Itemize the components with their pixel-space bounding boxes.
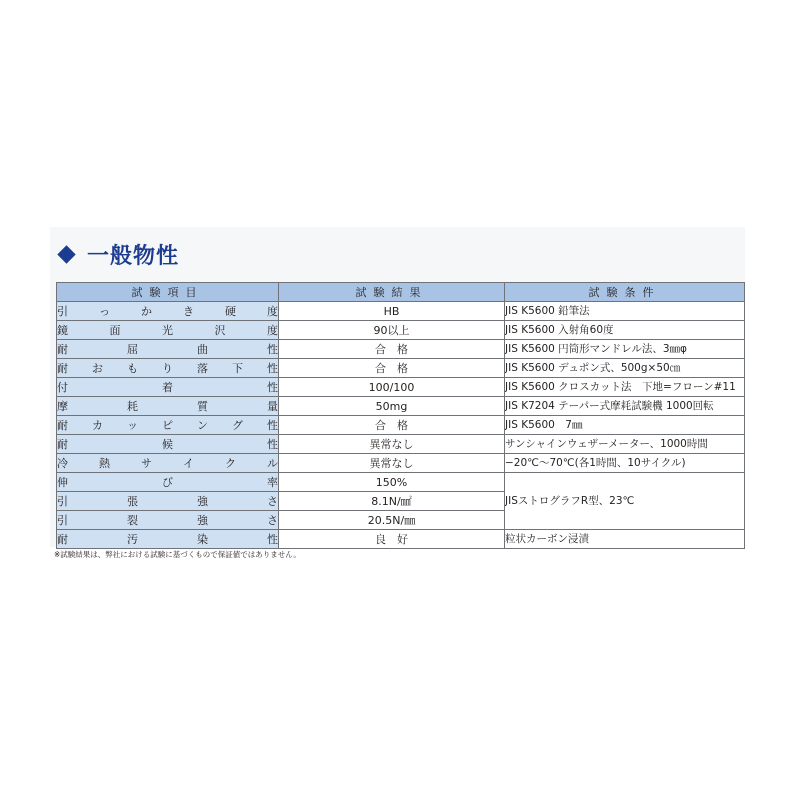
- test-item-char: 率: [267, 475, 278, 489]
- test-item-char: 染: [197, 532, 208, 546]
- section-heading: [57, 240, 179, 268]
- test-item-char: 性: [267, 361, 278, 375]
- test-item-char: 張: [127, 494, 138, 508]
- test-item-label: [57, 512, 278, 529]
- test-result-cell: 100/100: [279, 378, 505, 397]
- test-item-cell: [57, 511, 279, 530]
- header-item: [57, 283, 279, 302]
- test-result-cell: 50mg: [279, 397, 505, 416]
- test-item-char: 面: [109, 323, 121, 337]
- table-row: [57, 416, 745, 435]
- test-condition-cell: −20℃〜70℃(各1時間、10サイクル): [505, 454, 745, 473]
- test-condition-cell: JISストログラフR型、23℃: [505, 473, 745, 530]
- test-item-char: ッ: [127, 418, 138, 432]
- test-item-label: [57, 493, 278, 510]
- test-item-cell: [57, 397, 279, 416]
- test-item-cell: [57, 416, 279, 435]
- table-row: [57, 435, 745, 454]
- section-title: 一般物性: [87, 243, 180, 269]
- test-item-char: 付: [57, 380, 68, 394]
- test-item-char: グ: [232, 418, 243, 432]
- test-result-cell: 8.1N/㎟: [279, 492, 505, 511]
- test-item-label: [57, 341, 278, 358]
- test-item-char: 沢: [214, 323, 226, 337]
- test-item-char: 量: [267, 399, 278, 413]
- test-result-cell: 異常なし: [279, 454, 505, 473]
- test-item-cell: [57, 378, 279, 397]
- test-item-char: 耐: [57, 532, 68, 546]
- test-item-char: 冷: [57, 456, 68, 470]
- test-item-char: 耐: [57, 361, 68, 375]
- test-item-char: 屈: [127, 342, 138, 356]
- test-item-char: 度: [267, 304, 278, 318]
- test-item-char: 熱: [99, 456, 110, 470]
- test-condition-cell: JIS K5600 7㎜: [505, 416, 745, 435]
- test-result-cell: 合 格: [279, 340, 505, 359]
- test-item-char: 性: [267, 342, 278, 356]
- test-item-char: か: [141, 304, 152, 318]
- header-condition-label: 試験条件: [588, 285, 661, 299]
- test-result-cell: HB: [279, 302, 505, 321]
- table-row: [57, 302, 745, 321]
- test-item-char: 性: [267, 380, 278, 394]
- footnote: ※試験結果は、弊社における試験に基づくもので保証値ではありません。: [54, 550, 301, 559]
- test-item-cell: [57, 492, 279, 511]
- test-condition-cell: JIS K5600 鉛筆法: [505, 302, 745, 321]
- properties-table: [56, 282, 745, 549]
- test-item-char: っ: [99, 304, 110, 318]
- test-item-char: 耐: [57, 342, 68, 356]
- test-result-cell: 90以上: [279, 321, 505, 340]
- test-item-label: [57, 360, 278, 377]
- header-result: [279, 283, 505, 302]
- test-item-char: 引: [57, 513, 68, 527]
- test-item-char: 質: [197, 399, 208, 413]
- test-item-char: 引: [57, 494, 68, 508]
- test-item-label: [57, 455, 278, 472]
- table-row: [57, 359, 745, 378]
- test-item-char: び: [162, 475, 173, 489]
- test-item-char: 汚: [127, 532, 138, 546]
- test-item-char: 性: [267, 532, 278, 546]
- table-row: [57, 473, 745, 492]
- test-item-label: [57, 417, 278, 434]
- test-item-char: 耐: [57, 418, 68, 432]
- test-item-char: カ: [92, 418, 103, 432]
- diamond-bullet-icon: [57, 245, 75, 263]
- test-item-cell: [57, 340, 279, 359]
- test-item-char: 伸: [57, 475, 68, 489]
- table-row: [57, 397, 745, 416]
- test-item-char: 硬: [225, 304, 236, 318]
- test-item-label: [57, 531, 278, 548]
- test-result-cell: 合 格: [279, 359, 505, 378]
- test-item-char: さ: [267, 513, 278, 527]
- test-condition-cell: サンシャインウェザーメーター、1000時間: [505, 435, 745, 454]
- test-item-char: イ: [183, 456, 194, 470]
- table-row: [57, 321, 745, 340]
- test-item-char: 強: [197, 513, 208, 527]
- test-item-char: 曲: [197, 342, 208, 356]
- header-result-label: 試験結果: [355, 285, 428, 299]
- test-item-char: ク: [225, 456, 236, 470]
- test-item-char: ル: [267, 456, 278, 470]
- test-item-cell: [57, 359, 279, 378]
- test-item-char: ピ: [162, 418, 173, 432]
- test-item-char: 裂: [127, 513, 138, 527]
- header-item-label: 試験項目: [131, 285, 204, 299]
- header-condition: [505, 283, 745, 302]
- test-item-char: さ: [267, 494, 278, 508]
- table-body: [57, 302, 745, 549]
- test-item-label: [57, 303, 278, 320]
- table-row: [57, 530, 745, 549]
- test-item-char: 度: [267, 323, 278, 337]
- table-row: [57, 378, 745, 397]
- test-item-char: 強: [197, 494, 208, 508]
- test-item-label: [57, 398, 278, 415]
- test-result-cell: 異常なし: [279, 435, 505, 454]
- test-item-char: 耗: [127, 399, 138, 413]
- test-condition-cell: JIS K5600 クロスカット法 下地=フローン#11: [505, 378, 745, 397]
- test-item-char: 引: [57, 304, 68, 318]
- test-result-cell: 合 格: [279, 416, 505, 435]
- test-item-label: [57, 436, 278, 453]
- table-row: [57, 454, 745, 473]
- test-condition-cell: 粒状カーボン浸漬: [505, 530, 745, 549]
- table-header-row: [57, 283, 745, 302]
- test-item-char: ン: [197, 418, 208, 432]
- test-item-char: き: [183, 304, 194, 318]
- test-item-char: り: [162, 361, 173, 375]
- test-item-char: サ: [141, 456, 152, 470]
- test-item-cell: [57, 530, 279, 549]
- test-item-char: 着: [162, 380, 173, 394]
- test-item-char: 光: [162, 323, 173, 337]
- table-row: [57, 340, 745, 359]
- test-item-char: お: [92, 361, 103, 375]
- test-item-cell: [57, 321, 279, 340]
- test-item-label: [57, 322, 278, 339]
- test-item-char: 耐: [57, 437, 68, 451]
- test-item-cell: [57, 454, 279, 473]
- test-item-char: 性: [267, 437, 278, 451]
- test-result-cell: 20.5N/㎜: [279, 511, 505, 530]
- test-condition-cell: JIS K5600 円筒形マンドレル法、3㎜φ: [505, 340, 745, 359]
- test-item-char: 摩: [57, 399, 68, 413]
- test-result-cell: 150%: [279, 473, 505, 492]
- test-item-label: [57, 379, 278, 396]
- test-item-char: 鏡: [57, 323, 68, 337]
- test-condition-cell: JIS K5600 入射角60度: [505, 321, 745, 340]
- test-item-char: 候: [162, 437, 173, 451]
- test-item-char: も: [127, 361, 138, 375]
- test-condition-cell: JIS K5600 デュポン式、500g×50㎝: [505, 359, 745, 378]
- test-item-cell: [57, 302, 279, 321]
- test-result-cell: 良 好: [279, 530, 505, 549]
- test-item-cell: [57, 473, 279, 492]
- test-item-char: 下: [232, 361, 243, 375]
- test-item-label: [57, 474, 278, 491]
- test-item-char: 落: [197, 361, 208, 375]
- test-item-char: 性: [267, 418, 278, 432]
- test-condition-cell: JIS K7204 テーパー式摩耗試験機 1000回転: [505, 397, 745, 416]
- test-item-cell: [57, 435, 279, 454]
